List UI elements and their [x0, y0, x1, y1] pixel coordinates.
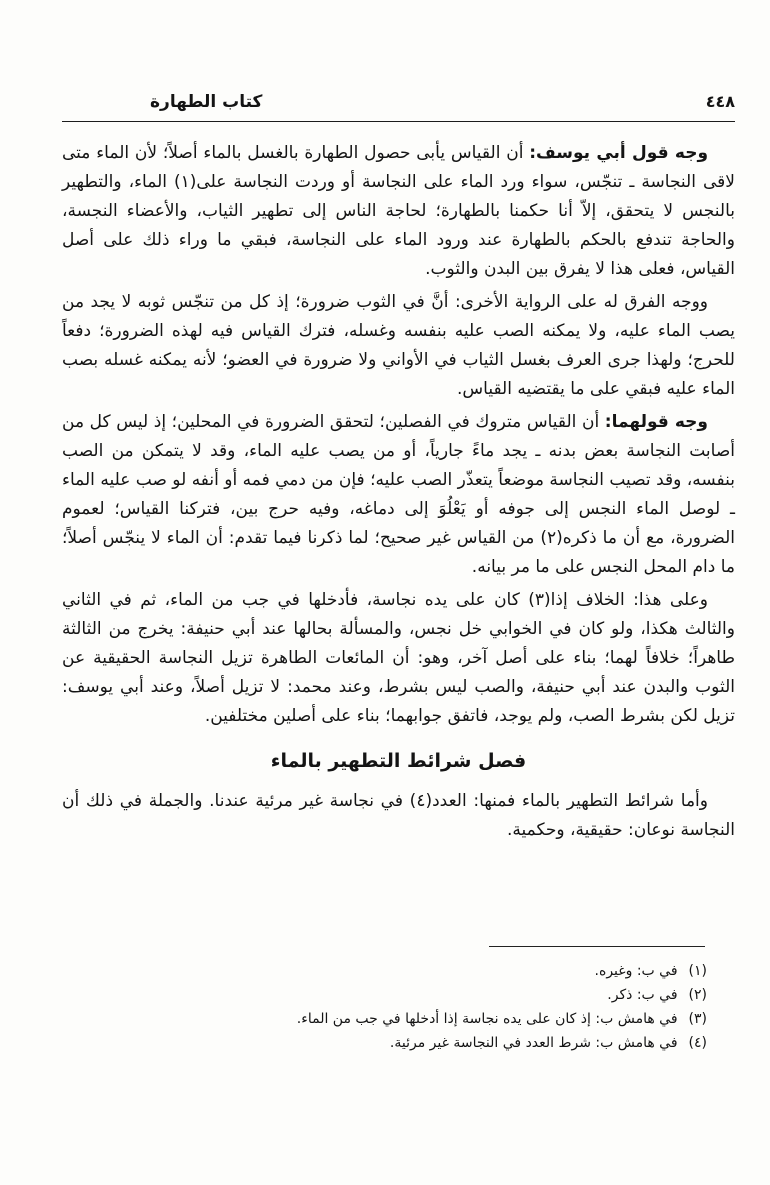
footnote-item: [62, 983, 735, 1007]
footnote-text: في هامش ب: شرط العدد في النجاسة غير مرئية.: [389, 1035, 678, 1051]
paragraph-text: وأما شرائط التطهير بالماء فمنها: العدد(٤) في نجاسة غير مرئية عندنا. والجملة في ذلك أن النجاسة نوعان: حقيقية، وحكمية.: [62, 791, 735, 840]
footnote-text: في ب: وغيره.: [594, 963, 678, 979]
paragraph: [62, 586, 735, 731]
body-text: [62, 139, 735, 849]
footnote-text: في هامش ب: إذ كان على يده نجاسة إذا أدخلها في جب من الماء.: [296, 1011, 678, 1027]
paragraph-text: ووجه الفرق له على الرواية الأخرى: أنَّ في الثوب ضرورة؛ إذ كل من تنجّس ثوبه لا يجد من يصب الماء عليه، ولا يمكنه الصب عليه بنفسه وغسله، فترك القياس فيه لهذه الضرورة؛ دفعاً للحرج؛ ولهذا جرى العرف بغسل الثياب في الأواني ولا ضرورة في العضو؛ لأنه يمكنه غسله بصب الماء عليه فبقي على ما يقتضيه القياس.: [62, 292, 735, 399]
footnote-text: في ب: ذكر.: [607, 987, 678, 1003]
paragraph: [62, 139, 735, 284]
book-title: كتاب الطهارة: [150, 92, 263, 112]
footnote-marker: (٢): [688, 987, 707, 1003]
paragraph: [62, 787, 735, 845]
paragraph-text: وعلى هذا: الخلاف إذا(٣) كان على يده نجاسة، فأدخلها في جب من الماء، ثم في الثاني والثالث هكذا، ولو كان في الخوابي خل نجس، والمسألة بحالها عند أبي حنيفة: يخرج من الثالثة طاهراً؛ خلافاً لهما؛ بناء على أصل آخر، وهو: أن المائعات الطاهرة تزيل النجاسة الحقيقية عن الثوب والبدن عند أبي حنيفة، والصب ليس بشرط، وعند محمد: لا تزيل أصلاً، وعند أبي يوسف: تزيل لكن بشرط الصب، ولم يوجد، فاتفق جوابهما؛ بناء على أصلين مختلفين.: [62, 590, 735, 726]
paragraph-text: أن القياس متروك في الفصلين؛ لتحقق الضرورة في المحلين؛ إذ ليس كل من أصابت النجاسة بعض بدنه ـ يجد ماءً جارياً، أو من يصب عليه الماء، وقد لا يتمكن من الصب بنفسه، وقد تصيب النجاسة موضعاً يتعذّر الصب عليه؛ فإن من دمي فمه أو أنفه لو صب عليه الماء ـ لوصل الماء النجس إلى جوفه أو يَعْلُوَ إلى دماغه، وفيه حرج بين، فتركنا القياس؛ لعموم الضرورة، مع أن ما ذكره(٢) من القياس غير صحيح؛ لما ذكرنا فيما تقدم: أن الماء لا ينجّس أصلاً؛ ما دام المحل النجس على ما مر بيانه.: [62, 412, 735, 577]
footnote-item: [62, 1031, 735, 1055]
paragraph: [62, 408, 735, 582]
footnote-item: [62, 1007, 735, 1031]
paragraph-lead: وجه قول أبي يوسف:: [529, 143, 709, 163]
paragraph-lead: وجه قولهما:: [604, 412, 708, 432]
page-header: [62, 92, 735, 112]
section-heading: فصل شرائط التطهير بالماء: [270, 750, 527, 772]
footnote-item: [62, 959, 735, 983]
footnote-marker: (٤): [688, 1035, 707, 1051]
header-rule: [62, 121, 735, 122]
paragraph: [62, 288, 735, 404]
footnote-marker: (١): [688, 963, 707, 979]
footnote-separator: [489, 946, 705, 947]
footnote-marker: (٣): [688, 1011, 707, 1027]
footnotes: [62, 946, 735, 1055]
page-number: ٤٤٨: [705, 92, 735, 111]
paragraph-text: أن القياس يأبى حصول الطهارة بالغسل بالماء أصلاً؛ لأن الماء متى لاقى النجاسة ـ تنجّس، سواء ورد الماء على النجاسة أو وردت النجاسة على(١) الماء، والتطهير بالنجس لا يتحقق، إلاّ أنا حكمنا بالطهارة؛ لحاجة الناس إلى تطهير الثياب، والأعضاء النجسة، والحاجة تندفع بالحكم بالطهارة عند ورود الماء على النجاسة، فبقي ما وراء ذلك على أصل القياس، فعلى هذا لا يفرق بين البدن والثوب.: [62, 143, 735, 279]
